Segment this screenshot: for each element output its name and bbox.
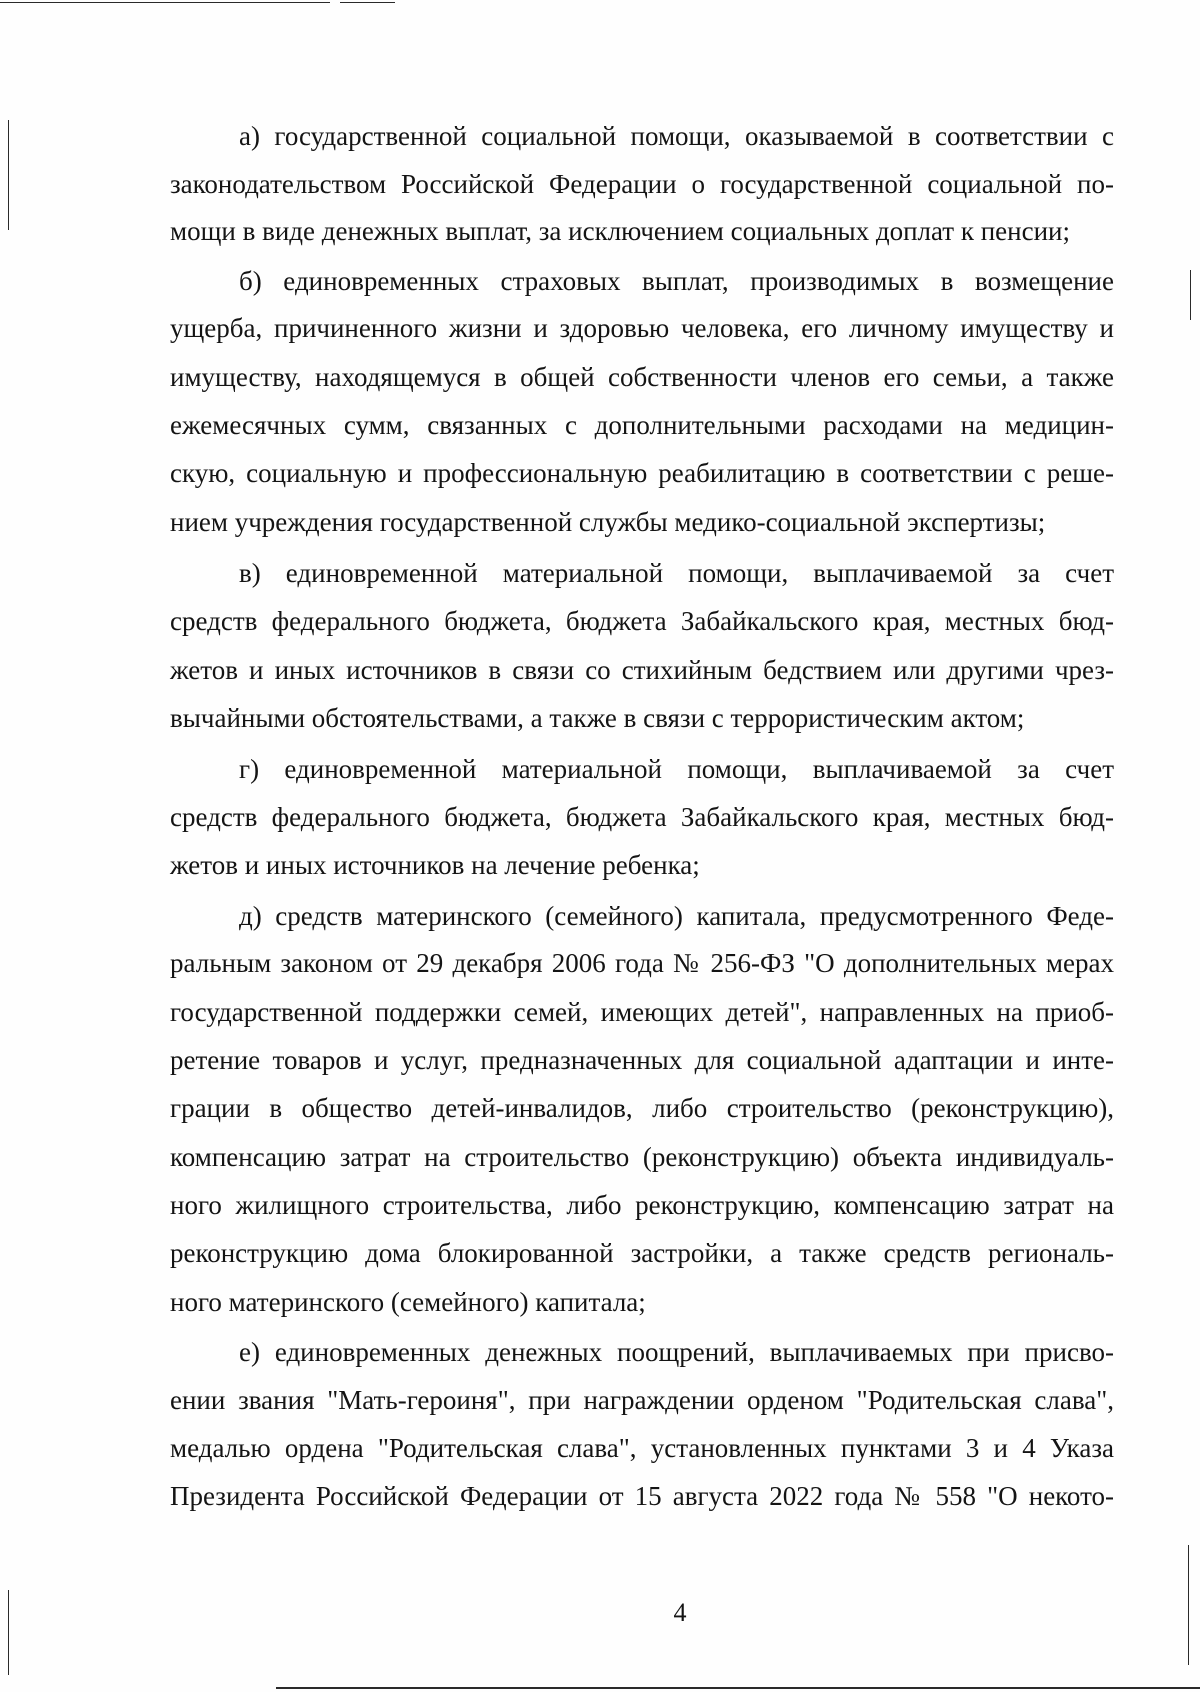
paragraph-line: грации в общество детей-инвалидов, либо строительство (реконструкцию), (170, 1093, 1114, 1123)
paragraph-line: ежемесячных сумм, связанных с дополнительными расходами на медицин- (170, 410, 1114, 440)
paragraph-line: мощи в виде денежных выплат, за исключением социальных доплат к пенсии; (170, 216, 1070, 246)
paragraph-line: а) государственной социальной помощи, оказываемой в соответствии с (239, 121, 1114, 151)
paragraph-line: медалью ордена "Родительская слава", установленных пунктами 3 и 4 Указа (170, 1433, 1114, 1463)
paragraph-line: государственной поддержки семей, имеющих детей", направленных на приоб- (170, 997, 1114, 1027)
paragraph-line: ральным законом от 29 декабря 2006 года № 256-ФЗ "О дополнительных мерах (170, 948, 1114, 978)
paragraph-line: реконструкцию дома блокированной застройки, а также средств региональ- (170, 1238, 1114, 1268)
scan-artifact-right-margin (1190, 270, 1191, 320)
paragraph-line: средств федерального бюджета, бюджета Забайкальского края, местных бюд- (170, 802, 1114, 832)
scan-artifact-top (0, 2, 330, 3)
paragraph-line: вычайными обстоятельствами, а также в связи с террористическим актом; (170, 703, 1025, 733)
paragraph-line: ного материнского (семейного) капитала; (170, 1287, 646, 1317)
paragraph-line: жетов и иных источников в связи со стихийным бедствием или другими чрез- (170, 655, 1114, 685)
paragraph-line: ного жилищного строительства, либо реконструкцию, компенсацию затрат на (170, 1190, 1114, 1220)
paragraph-line: скую, социальную и профессиональную реабилитацию в соответствии с реше- (170, 458, 1114, 488)
scan-artifact-left-margin (8, 120, 9, 230)
paragraph-line: в) единовременной материальной помощи, выплачиваемой за счет (239, 558, 1114, 588)
page-number: 4 (673, 1598, 687, 1627)
paragraph-line: е) единовременных денежных поощрений, выплачиваемых при присво- (239, 1337, 1114, 1367)
paragraph-line: законодательством Российской Федерации о государственной социальной по- (170, 169, 1114, 199)
scan-artifact-bottom-edge (276, 1687, 1200, 1689)
paragraph-line: жетов и иных источников на лечение ребенка; (170, 850, 700, 880)
paragraph-line: б) единовременных страховых выплат, производимых в возмещение (239, 266, 1114, 296)
paragraph-line: нием учреждения государственной службы медико-социальной экспертизы; (170, 507, 1046, 537)
paragraph-line: имуществу, находящемуся в общей собственности членов его семьи, а также (170, 362, 1114, 392)
paragraph-line: г) единовременной материальной помощи, выплачиваемой за счет (239, 754, 1114, 784)
paragraph-line: компенсацию затрат на строительство (реконструкцию) объекта индивидуаль- (170, 1142, 1114, 1172)
paragraph-line: средств федерального бюджета, бюджета Забайкальского края, местных бюд- (170, 606, 1114, 636)
scan-artifact-top-dash (340, 2, 395, 3)
paragraph-line: ущерба, причиненного жизни и здоровью человека, его личному имуществу и (170, 313, 1114, 343)
paragraph-line: ретение товаров и услуг, предназначенных для социальной адаптации и инте- (170, 1045, 1114, 1075)
paragraph-line: д) средств материнского (семейного) капитала, предусмотренного Феде- (239, 901, 1114, 931)
paragraph-line: Президента Российской Федерации от 15 августа 2022 года № 558 "О некото- (170, 1481, 1114, 1511)
paragraph-line: ении звания "Мать-героиня", при награждении орденом "Родительская слава", (170, 1385, 1114, 1415)
